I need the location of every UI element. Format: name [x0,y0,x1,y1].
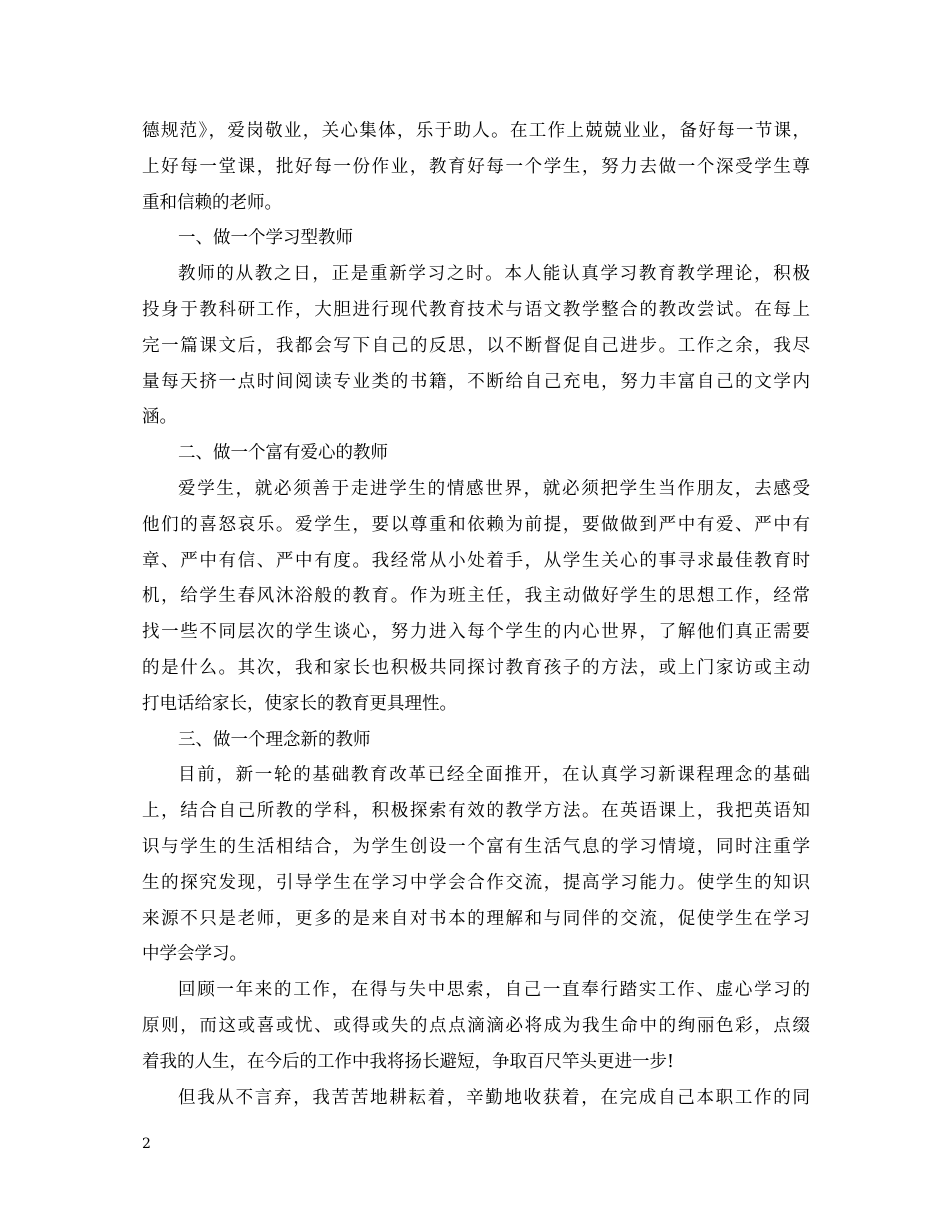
text-line: 生的探究发现，引导学生在学习中学会合作交流，提高学习能力。使学生的知识 [142,872,810,893]
text-line: 上好每一堂课，批好每一份作业，教育好每一个学生，努力去做一个深受学生尊 [142,156,810,177]
text-line: 涵。 [142,407,177,428]
text-line: 识与学生的生活相结合，为学生创设一个富有生活气息的学习情境，同时注重学 [142,836,810,857]
text-line: 重和信赖的老师。 [142,192,282,213]
text-line: 机，给学生春风沐浴般的教育。作为班主任，我主动做好学生的思想工作，经常 [142,586,810,607]
text-line: 原则，而这或喜或忧、或得或失的点点滴滴必将成为我生命中的绚丽色彩，点缀 [142,1015,810,1036]
text-line: 完一篇课文后，我都会写下自己的反思，以不断督促自己进步。工作之余，我尽 [142,335,810,356]
text-line: 来源不只是老师，更多的是来自对书本的理解和与同伴的交流，促使学生在学习 [142,908,810,929]
text-line: 他们的喜怒哀乐。爱学生，要以尊重和依赖为前提，要做做到严中有爱、严中有 [142,514,810,535]
text-line: 德规范》，爱岗敬业，关心集体，乐于助人。在工作上兢兢业业，备好每一节课， [142,121,810,141]
text-line: 目前，新一轮的基础教育改革已经全面推开，在认真学习新课程理念的基础 [178,765,810,786]
page-number: 2 [142,1136,151,1152]
text-line: 打电话给家长，使家长的教育更具理性。 [142,693,457,714]
text-line: 的是什么。其次，我和家长也积极共同探讨教育孩子的方法，或上门家访或主动 [142,657,810,678]
text-line: 但我从不言弃，我苦苦地耕耘着，辛勤地收获着，在完成自己本职工作的同 [178,1087,810,1108]
text-line: 量每天挤一点时间阅读专业类的书籍，不断给自己充电，努力丰富自己的文学内 [142,371,810,392]
text-line: 爱学生，就必须善于走进学生的情感世界，就必须把学生当作朋友，去感受 [178,478,810,499]
text-line: 章、严中有信、严中有度。我经常从小处着手，从学生关心的事寻求最佳教育时 [142,550,810,571]
text-line: 教师的从教之日，正是重新学习之时。本人能认真学习教育教学理论，积极 [178,264,810,285]
text-line: 投身于教科研工作，大胆进行现代教育技术与语文教学整合的教改尝试。在每上 [142,299,810,320]
text-line: 一、做一个学习型教师 [178,228,353,249]
text-line: 着我的人生，在今后的工作中我将扬长避短，争取百尺竿头更进一步! [142,1051,675,1072]
text-line: 找一些不同层次的学生谈心，努力进入每个学生的内心世界，了解他们真正需要 [142,622,810,643]
text-line: 上，结合自己所教的学科，积极探索有效的教学方法。在英语课上，我把英语知 [142,801,810,822]
text-line: 回顾一年来的工作，在得与失中思索，自己一直奉行踏实工作、虚心学习的 [178,980,810,1001]
text-line: 中学会学习。 [142,944,247,965]
text-line: 三、做一个理念新的教师 [178,729,371,750]
page-body-text [142,114,810,1116]
text-line: 二、做一个富有爱心的教师 [178,443,388,464]
